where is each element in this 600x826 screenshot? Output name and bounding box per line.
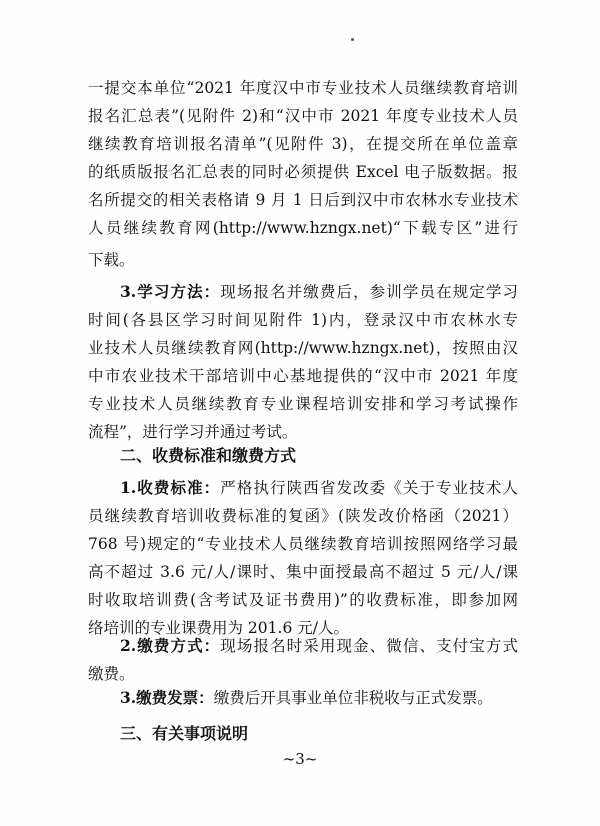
paragraph-line: 一提交本单位“2021 年度汉中市专业技术人员继续教育培训	[88, 79, 518, 97]
paragraph-line: 现场报名时采用现金、微信、支付宝方式	[220, 637, 518, 655]
paragraph-line: 严格执行陕西省发改委《关于专业技术人	[220, 479, 518, 497]
invoice-paragraph	[120, 688, 518, 708]
paragraph-line: 名所提交的相关表格请 9 月 1 日后到汉中市农林水专业技术	[88, 191, 518, 209]
paragraph-line: 人员继续教育网(http://www.hzngx.net)“下载专区”进行	[88, 219, 518, 237]
paragraph-line: 时间(各县区学习时间见附件 1)内，登录汉中市农林水专	[88, 311, 518, 329]
paragraph-line: 时收取培训费(含考试及证书费用)”的收费标准，即参加网	[88, 591, 518, 609]
paragraph-line: 络培训的专业课费用为 201.6 元/人。	[88, 619, 349, 637]
paragraph-line: 流程”，进行学习并通过考试。	[88, 423, 298, 441]
paragraph-line: 中市农业技术干部培训中心基地提供的“汉中市 2021 年度	[88, 367, 518, 385]
paragraph-line: 高不超过 3.6 元/人/课时、集中面授最高不超过 5 元/人/课	[88, 563, 518, 581]
paragraph-line: 768 号)规定的“专业技术人员继续教育培训按照网络学习最	[88, 535, 518, 553]
fee-standard-paragraph	[120, 478, 518, 498]
paragraph-line: 现场报名并缴费后，参训学员在规定学习	[220, 283, 518, 301]
paragraph-line: 业技术人员继续教育网(http://www.hzngx.net)，按照由汉	[88, 339, 518, 357]
scan-speck	[351, 38, 354, 41]
paragraph-line: 下载。	[88, 251, 135, 269]
paragraph-line: 报名汇总表”(见附件 2)和“汉中市 2021 年度专业技术人员	[88, 107, 518, 125]
paragraph-line: 继续教育培训报名清单”(见附件 3)，在提交所在单位盖章	[88, 135, 518, 153]
paragraph-line: 缴费。	[88, 665, 135, 683]
learning-method-paragraph	[120, 282, 518, 302]
section-heading-fees: 二、收费标准和缴费方式	[120, 446, 297, 465]
paragraph-line: 的纸质版报名汇总表的同时必须提供 Excel 电子版数据。报	[88, 163, 518, 181]
learning-method-lead: 3.学习方法：	[120, 282, 221, 301]
paragraph-line: 员继续教育培训收费标准的复函》(陕发改价格函（2021）	[88, 507, 518, 525]
section-heading-notes: 三、有关事项说明	[120, 724, 249, 743]
payment-method-paragraph	[120, 636, 518, 656]
page-number: ~3~	[282, 750, 318, 768]
payment-method-lead: 2.缴费方式：	[120, 636, 221, 655]
fee-standard-lead: 1.收费标准：	[120, 478, 221, 497]
paragraph-line: 缴费后开具事业单位非税收与正式发票。	[213, 689, 493, 707]
invoice-lead: 3.缴费发票：	[120, 688, 214, 707]
paragraph-line: 专业技术人员继续教育专业课程培训安排和学习考试操作	[88, 395, 518, 413]
